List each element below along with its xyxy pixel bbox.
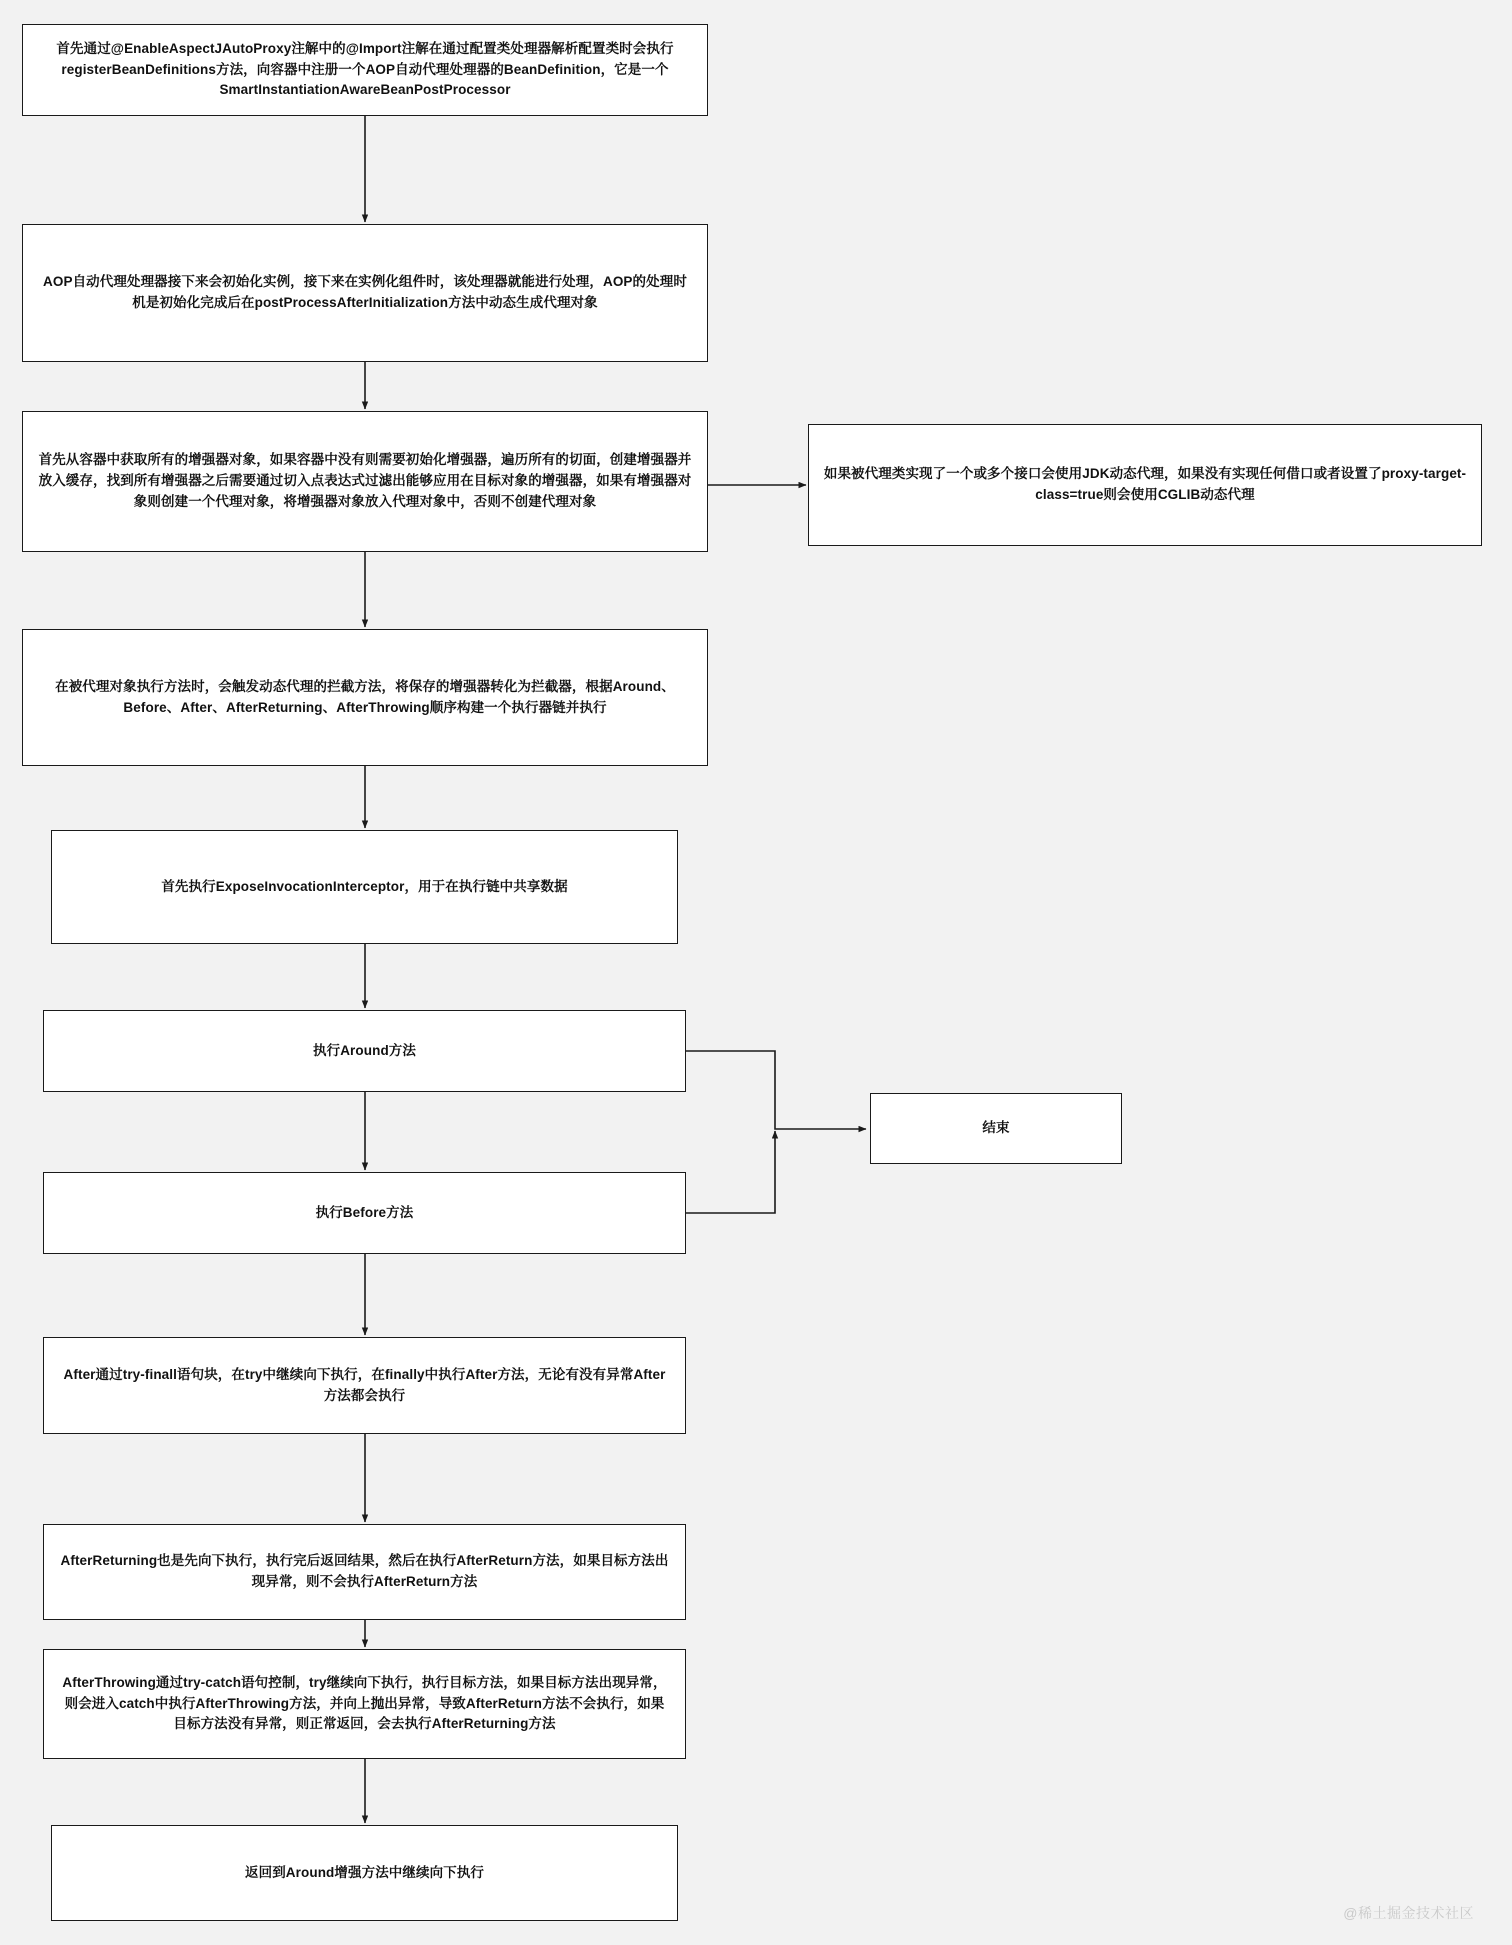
node-label: 首先从容器中获取所有的增强器对象，如果容器中没有则需要初始化增强器，遍历所有的切面，创建增强器并放入缓存，找到所有增强器之后需要通过切入点表达式过滤出能够应用在目标对象的增强器，如果有增强器对象则创建一个代理对象，将增强器对象放入代理对象中，否则不创建代理对象: [38, 452, 692, 509]
flow-node-end: [870, 1093, 1122, 1164]
flow-node-register-bean-definition: [22, 24, 708, 116]
node-label: 首先执行ExposeInvocationInterceptor，用于在执行链中共享数据: [161, 878, 568, 894]
node-label: 首先通过@EnableAspectJAutoProxy注解中的@Import注解在通过配置类处理器解析配置类时会执行registerBeanDefinitions方法，向容器中注册一个AOP自动代理处理器的BeanDefinition，它是一个SmartInstantiationAwareBeanPostProcessor: [56, 40, 674, 98]
flow-node-after-throwing: [43, 1649, 686, 1759]
flow-node-auto-proxy-creator-init: [22, 224, 708, 362]
node-label: AfterThrowing通过try-catch语句控制，try继续向下执行，执行目标方法，如果目标方法出现异常，则会进入catch中执行AfterThrowing方法，并向上抛出异常，导致AfterReturn方法不会执行，如果目标方法没有异常，则正常返回，会去执行AfterReturning方法: [62, 1674, 667, 1732]
node-label: 如果被代理类实现了一个或多个接口会使用JDK动态代理，如果没有实现任何借口或者设置了proxy-target-class=true则会使用CGLIB动态代理: [823, 466, 1467, 502]
node-label: 执行Before方法: [315, 1204, 414, 1220]
node-label: 结束: [982, 1120, 1010, 1136]
node-label: AfterReturning也是先向下执行，执行完后返回结果，然后在执行AfterReturn方法，如果目标方法出现异常，则不会执行AfterReturn方法: [60, 1553, 669, 1589]
flow-node-expose-invocation-interceptor: [51, 830, 678, 944]
node-label: 返回到Around增强方法中继续向下执行: [245, 1864, 484, 1880]
flow-node-after-returning: [43, 1524, 686, 1620]
flow-node-after: [43, 1337, 686, 1434]
flow-node-interceptor-chain: [22, 629, 708, 766]
flow-node-return-to-around: [51, 1825, 678, 1921]
node-label: 在被代理对象执行方法时，会触发动态代理的拦截方法，将保存的增强器转化为拦截器，根据Around、Before、After、AfterReturning、AfterThrowing顺序构建一个执行器链并执行: [55, 678, 675, 715]
flow-node-get-advisors: [22, 411, 708, 552]
watermark: @稀土掘金技术社区: [1343, 1905, 1474, 1921]
flow-node-proxy-type-choice: [808, 424, 1482, 546]
flow-node-before: [43, 1172, 686, 1254]
node-label: 执行Around方法: [313, 1042, 416, 1058]
node-label: After通过try-finall语句块，在try中继续向下执行，在finally中执行After方法，无论有没有异常After方法都会执行: [63, 1366, 666, 1403]
flow-node-around: [43, 1010, 686, 1092]
node-label: AOP自动代理处理器接下来会初始化实例，接下来在实例化组件时，该处理器就能进行处理，AOP的处理时机是初始化完成后在postProcessAfterInitialization方法中动态生成代理对象: [43, 274, 687, 310]
